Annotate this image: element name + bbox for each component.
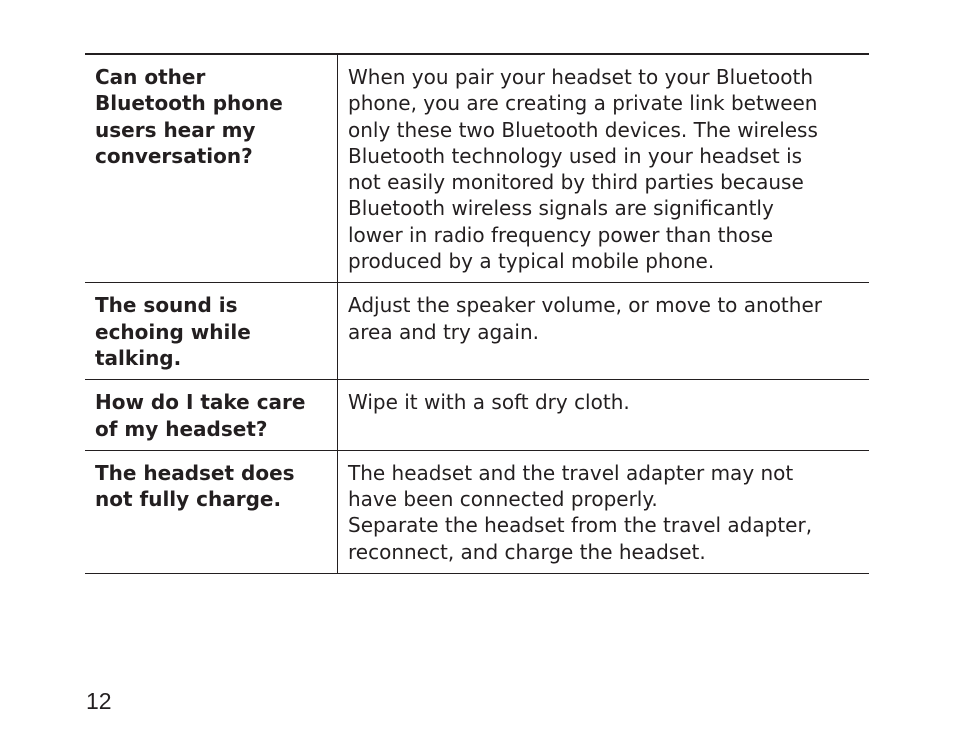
faq-question [85,380,338,451]
answer-line: Bluetooth technology used in your headset is [348,143,803,168]
answer-line: lower in radio frequency power than those [348,222,774,247]
question-line: Bluetooth phone [95,91,283,116]
answer-line: The headset and the travel adapter may not [348,460,794,485]
faq-row [85,380,869,451]
answer-line: phone, you are creating a private link between [348,91,818,116]
faq-answer [338,54,870,283]
faq-question [85,283,338,380]
faq-question [85,450,338,573]
answer-line: When you pair your headset to your Bluetooth [348,65,814,89]
answer-line: not easily monitored by third parties because [348,170,804,195]
faq-answer [338,380,870,451]
question-line: users hear my [95,117,256,142]
answer-line: Wipe it with a soft dry cloth. [348,390,630,415]
answer-line: only these two Bluetooth devices. The wireless [348,117,818,142]
answer-line: Bluetooth wireless signals are significantly [348,196,774,221]
answer-line: Adjust the speaker volume, or move to another [348,293,822,318]
faq-row [85,283,869,380]
page-number: 12 [86,688,112,714]
faq-question [85,54,338,283]
faq-answer [338,283,870,380]
answer-line: Separate the headset from the travel adapter, [348,513,813,538]
faq-table [85,53,869,574]
question-line: echoing while [95,319,251,344]
question-line: talking. [95,345,182,370]
question-line: The headset does [95,460,295,485]
faq-answer [338,450,870,573]
question-line: The sound is [95,293,238,318]
question-line: not fully charge. [95,487,282,512]
question-line: How do I take care [95,390,306,415]
question-line: Can other [95,65,206,89]
answer-line: produced by a typical mobile phone. [348,249,715,274]
answer-line: have been connected properly. [348,487,658,512]
question-line: of my headset? [95,416,268,441]
faq-row [85,54,869,283]
faq-row [85,450,869,573]
answer-line: area and try again. [348,319,539,344]
answer-line: reconnect, and charge the headset. [348,539,706,564]
question-line: conversation? [95,143,253,168]
